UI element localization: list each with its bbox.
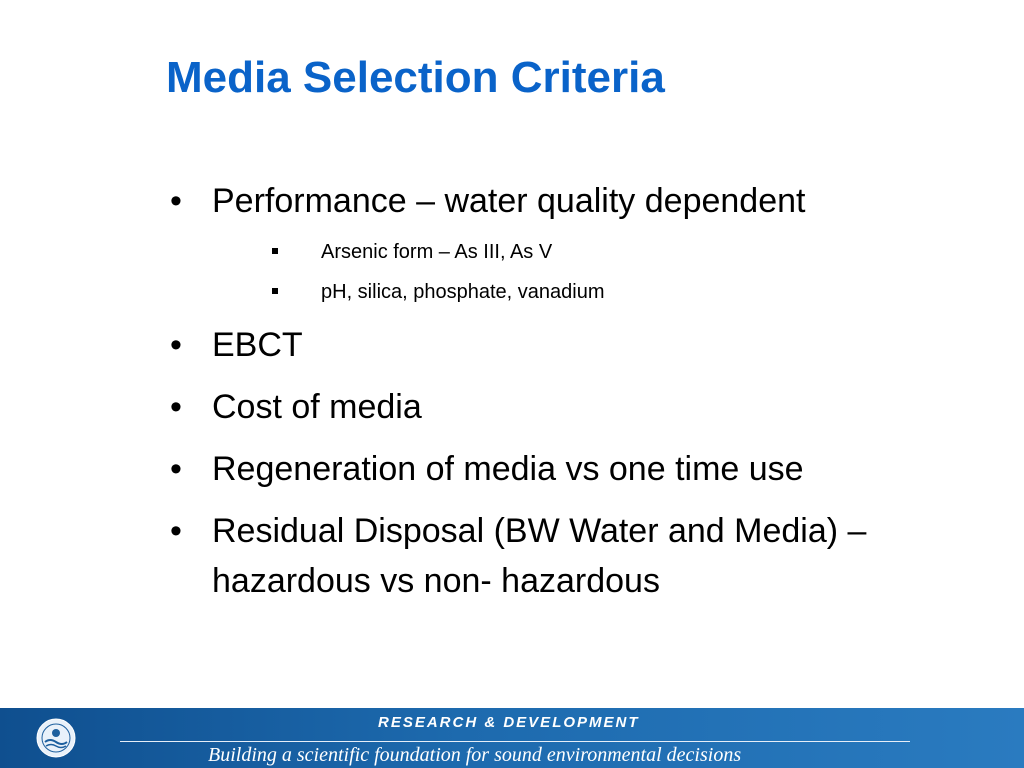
bullet-dot-icon: •: [170, 182, 182, 220]
bullet-item-ebct: [166, 320, 946, 370]
footer-title: RESEARCH & DEVELOPMENT: [378, 714, 640, 731]
bullet-text: Regeneration of media vs one time use: [212, 450, 804, 488]
footer-tagline: Building a scientific foundation for sound environmental decisions: [208, 744, 742, 766]
bullet-dot-icon: •: [170, 326, 182, 364]
footer-band: [0, 708, 1024, 768]
square-bullet-icon: [272, 288, 278, 294]
bullet-text: EBCT: [212, 326, 303, 364]
sub-bullet-item: [212, 272, 946, 312]
bullet-text: Cost of media: [212, 388, 422, 426]
agency-seal-icon: [36, 718, 76, 758]
bullet-item-residual: [166, 506, 946, 606]
bullet-text: Performance – water quality dependent: [212, 182, 806, 220]
square-bullet-icon: [272, 248, 278, 254]
bullet-item-regeneration: [166, 444, 946, 494]
sub-bullet-text: pH, silica, phosphate, vanadium: [321, 281, 605, 303]
sub-bullet-text: Arsenic form – As III, As V: [321, 241, 553, 263]
bullet-text: Residual Disposal (BW Water and Media) – hazardous vs non- hazardous: [212, 512, 867, 600]
sub-bullet-list: [212, 232, 946, 312]
bullet-dot-icon: •: [170, 512, 182, 550]
footer-divider: [120, 741, 910, 742]
bullet-dot-icon: •: [170, 450, 182, 488]
sub-bullet-item: [212, 232, 946, 272]
slide-title: Media Selection Criteria: [166, 53, 665, 102]
bullet-dot-icon: •: [170, 388, 182, 426]
bullet-item-performance: [166, 176, 946, 312]
bullet-item-cost: [166, 382, 946, 432]
bullet-list: [166, 176, 946, 606]
